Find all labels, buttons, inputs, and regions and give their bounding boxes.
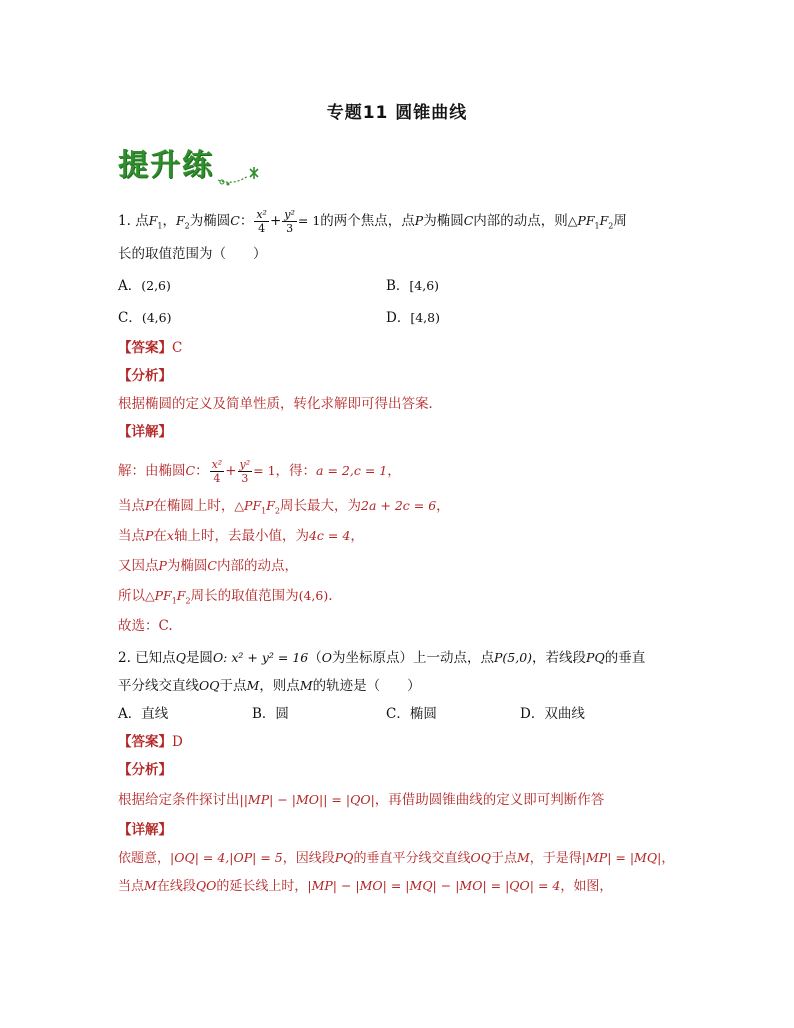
q2-answer: 【答案】D bbox=[118, 734, 183, 750]
logo bbox=[118, 140, 278, 192]
q2-option-c: C．椭圆 bbox=[386, 706, 437, 722]
logo-text: 提升练 bbox=[118, 148, 214, 183]
q1-detail-line1: 解：由椭圆C： $\frac{\text{x²}}{4}$ + $\frac{\text{y²}}{3}$ = 1，得：a = 2,c = 1， bbox=[118, 458, 401, 485]
q1-stem-line2: 长的取值范围为（ ） bbox=[118, 246, 267, 262]
q1-detail-line4: 又因点P为椭圆C内部的动点， bbox=[118, 558, 298, 574]
q2-analysis-label: 【分析】 bbox=[118, 762, 172, 778]
q1-detail-line2: 当点P在椭圆上时，$\triangle PF_1F_2$周长最大，为2a + 2c = 6， bbox=[118, 498, 450, 516]
q1-analysis-text: 根据椭圆的定义及简单性质，转化求解即可得出答案． bbox=[118, 396, 442, 412]
q1-analysis-label: 【分析】 bbox=[118, 368, 172, 384]
q1-detail-line3: 当点P在x轴上时，去最小值，为4c = 4， bbox=[118, 528, 364, 544]
q1-option-a: A．(2,6) bbox=[118, 278, 171, 294]
q1-answer: 【答案】C bbox=[118, 340, 183, 356]
q2-option-d: D．双曲线 bbox=[520, 706, 585, 722]
q2-detail-line1: 依题意，|OQ| = 4,|OP| = 5，因线段PQ的垂直平分线交直线OQ于点M，于是得|MP| = |MQ|， bbox=[118, 850, 675, 866]
q1-detail-label: 【详解】 bbox=[118, 424, 172, 440]
q1-option-b: B．[4,6) bbox=[386, 278, 440, 294]
q2-stem-line2: 平分线交直线OQ于点M，则点M的轨迹是（ ） bbox=[118, 678, 421, 694]
q2-stem: 2. 已知点Q是圆O: x² + y² = 16（O为坐标原点）上一动点，点P(5,0)，若线段PQ的垂直 bbox=[118, 650, 646, 666]
vine-decoration-icon bbox=[188, 164, 268, 188]
q1-option-c: C．(4,6) bbox=[118, 310, 172, 326]
q2-detail-label: 【详解】 bbox=[118, 822, 172, 838]
q2-detail-line2: 当点M在线段QO的延长线上时，|MP| − |MO| = |MQ| − |MO| = |QO| = 4，如图， bbox=[118, 878, 613, 894]
q2-option-b: B．圆 bbox=[252, 706, 289, 722]
q1-detail-line5: 所以$\triangle PF_1F_2$周长的取值范围为(4,6). bbox=[118, 588, 333, 606]
q1-stem: 1. 点$F_1$，$F_2$为椭圆C： $\frac{\text{x²}}{4}$ + $\frac{\text{y²}}{3}$ = 1的两个焦点，点P为椭圆C内部的动点，则$\triangle PF_1F_2$周 bbox=[118, 208, 627, 235]
q1-conclusion: 故选：C. bbox=[118, 618, 173, 634]
q2-analysis-text: 根据给定条件探讨出||MP| − |MO|| = |QO|，再借助圆锥曲线的定义即可判断作答 bbox=[118, 792, 605, 808]
q2-option-a: A．直线 bbox=[118, 706, 169, 722]
page-title: 专题11 圆锥曲线 bbox=[326, 103, 468, 123]
q1-option-d: D．[4,8) bbox=[386, 310, 440, 326]
